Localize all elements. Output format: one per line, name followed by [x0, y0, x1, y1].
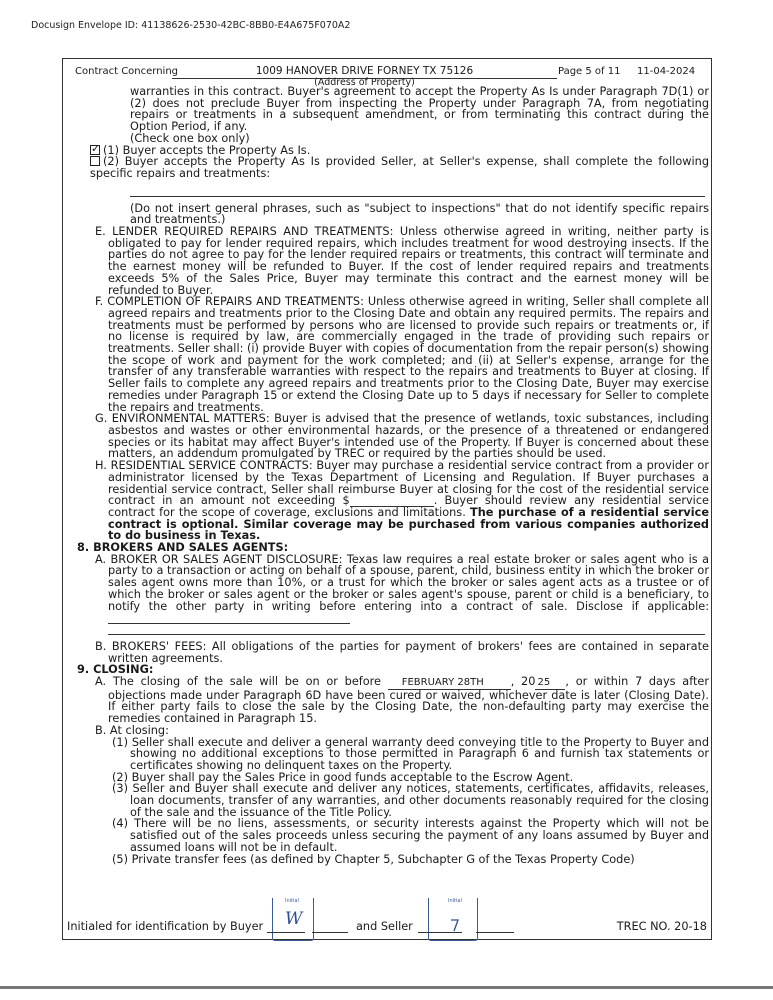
para-8b: B. BROKERS' FEES: All obligations of the parties for payment of brokers' fees are contained in separate written agreements.: [95, 639, 709, 665]
para-h-bold: The purchase of a residential service contract is optional. Similar coverage may be purchased from various companies authorized to do business in Texas.: [108, 505, 709, 543]
seller-initial-line-2[interactable]: [476, 922, 514, 933]
para-9a-pre: A. The closing of the sale will be on or before: [95, 675, 382, 689]
closing-date-field[interactable]: FEBRUARY 28TH: [388, 677, 511, 690]
check-one-note: (Check one box only): [130, 131, 250, 145]
para-h-text-2: . Buyer should review any residential service contract for the scope of coverage, exclusions and limitations.: [108, 494, 709, 519]
year-prefix: , 20: [510, 675, 536, 689]
para-e: E. LENDER REQUIRED REPAIRS AND TREATMENTS: Unless otherwise agreed in writing, neither party is obligated to pay for lender required repairs, which includes treatment for wood destroying insects. If the parties do not agree to pay for the lender required repairs or treatments, this contract will terminate and the earnest money will be refunded to Buyer. If the cost of lender required repairs and treatments exceeds 5% of the Sales Price, Buyer may terminate this contract and the earnest money will be refunded to Buyer.: [95, 225, 709, 297]
property-address: 1009 HANOVER DRIVE FORNEY TX 75126: [255, 65, 474, 77]
repairs-input-line[interactable]: [130, 184, 705, 197]
seller-initial-tag: Initial: [448, 898, 462, 904]
contract-body: [77, 86, 709, 865]
para-8a: [77, 554, 709, 624]
para-h: [77, 460, 709, 542]
address-caption: (Address of Property): [314, 77, 415, 88]
buyer-initial-line-1[interactable]: [267, 922, 305, 933]
buyer-initials: W: [285, 909, 303, 929]
para-9b3: (3) Seller and Buyer shall execute and deliver any notices, statements, certificates, affidavits, releases, loan documents, transfer of any warranties, and other documents reasonably required for the closing of the sale and the issuance of the Title Policy.: [112, 782, 709, 819]
para-8a-text: A. BROKER OR SALES AGENT DISCLOSURE: Texas law requires a real estate broker or sales agent who is a party to a transaction or acting on behalf of a spouse, parent, child, business entity in which the broker or sales agent owns more than 10%, or a trust for which the broker or sales agent acts as a trustee or of which the broker or sales agent or the broker or sales agent's spouse, parent or child is a beneficiary, to notify the other party in writing before entering into a contract of sale. Disclose if applicable:: [95, 552, 709, 613]
repairs-note: (Do not insert general phrases, such as "subject to inspections" that do not identify specific repairs and treatments.): [130, 201, 709, 227]
para-9b5: (5) Private transfer fees (as defined by Chapter 5, Subchapter G of the Texas Property Code): [112, 852, 635, 866]
section-8-title: 8. BROKERS AND SALES AGENTS:: [77, 541, 289, 555]
header-date: 11-04-2024: [637, 66, 696, 77]
contract-concerning-label: Contract Concerning: [75, 66, 179, 77]
para-7d-continuation: warranties in this contract. Buyer's agreement to accept the Property As Is under Paragraph 7D(1) or (2) does not preclude Buyer from inspecting the Property under Paragraph 7A, from negotiating repairs or treatments in a subsequent amendment, or from terminating this contract during the Option Period, if any.: [130, 85, 709, 134]
closing-year-field[interactable]: 25: [535, 677, 565, 690]
section-9-title: 9. CLOSING:: [77, 663, 154, 677]
disclosure-field[interactable]: [108, 613, 350, 624]
bottom-divider: [0, 986, 773, 989]
page-footer: [67, 920, 707, 933]
para-g: G. ENVIRONMENTAL MATTERS: Buyer is advised that the presence of wetlands, toxic substances, including asbestos and wastes or other environmental hazards, or the presence of a threatened or endangered species or its habitat may affect Buyer's intended use of the Property. If Buyer is concerned about these matters, an addendum promulgated by TREC or required by the parties should be used.: [95, 412, 709, 461]
buyer-initial-tag: Initial: [285, 898, 299, 904]
para-9b2: (2) Buyer shall pay the Sales Price in good funds acceptable to the Escrow Agent.: [112, 770, 574, 784]
para-9b: B. At closing:: [95, 723, 169, 737]
para-h-text: H. RESIDENTIAL SERVICE CONTRACTS: Buyer may purchase a residential service contract from a provider or administrator licensed by the Texas Department of Licensing and Regulation. If Buyer purchases a residential service contract, Seller shall reimburse Buyer at closing for the cost of the residential service contract in an amount not exceeding $: [95, 459, 709, 508]
option-1-checkbox[interactable]: [90, 145, 100, 155]
initialed-buyer-label: Initialed for identification by Buyer: [67, 920, 264, 933]
para-9b4: (4) There will be no liens, assessments, or security interests against the Property which will not be satisfied out of the sales proceeds unless securing the payment of any loans assumed by Buyer and assumed loans will not be in default.: [112, 817, 709, 854]
option-2-label: (2) Buyer accepts the Property As Is provided Seller, at Seller's expense, shall complete the following specific repairs and treatments:: [90, 155, 709, 180]
trec-number: TREC NO. 20-18: [616, 920, 707, 933]
para-9b1: (1) Seller shall execute and deliver a general warranty deed conveying title to the Property to Buyer and showing no additional exceptions to those permitted in Paragraph 6 and furnish tax statements or certificates showing no delinquent taxes on the Property.: [112, 735, 709, 772]
option-1-label: (1) Buyer accepts the Property As Is.: [103, 143, 311, 157]
disclosure-line-2[interactable]: [108, 624, 705, 635]
and-seller-label: and Seller: [355, 920, 413, 933]
page-number: Page 5 of 11: [558, 66, 621, 77]
buyer-initial-line-2[interactable]: [312, 922, 348, 933]
seller-initial-mark-icon: [429, 898, 477, 940]
para-9a: [77, 676, 709, 725]
para-9a-post: , or within 7 days after objections made under Paragraph 6D have been cured or waived, whichever date is later (Closing Date). If either party fails to close the sale by the Closing Date, the non-defaulting party may exercise the remedies contained in Paragraph 15.: [108, 675, 709, 726]
seller-initial-line-1[interactable]: [418, 922, 462, 933]
option-2-checkbox[interactable]: [90, 156, 100, 166]
envelope-id: Docusign Envelope ID: 41138626-2530-42BC-8BB0-E4A675F070A2: [31, 20, 351, 31]
para-f: F. COMPLETION OF REPAIRS AND TREATMENTS: Unless otherwise agreed in writing, Seller shall complete all agreed repairs and treatments prior to the Closing Date and obtain any required permits. The repairs and treatments must be performed by persons who are licensed to provide such repairs or treatments or, if no license is required by law, are commercially engaged in the trade of providing such repairs or treatments. Seller shall: (i) provide Buyer with copies of documentation from the repair person(s) showing the scope of work and payment for the work completed; and (ii) at Seller's expense, arrange for the transfer of any transferable warranties with respect to the repairs and treatments to Buyer at closing. If Seller fails to complete any agreed repairs and treatments prior to the Closing Date, Buyer may exercise remedies under Paragraph 15 or extend the Closing Date up to 5 days if necessary for Seller to complete the repairs and treatments.: [95, 295, 709, 414]
option-2-row: [77, 156, 709, 179]
